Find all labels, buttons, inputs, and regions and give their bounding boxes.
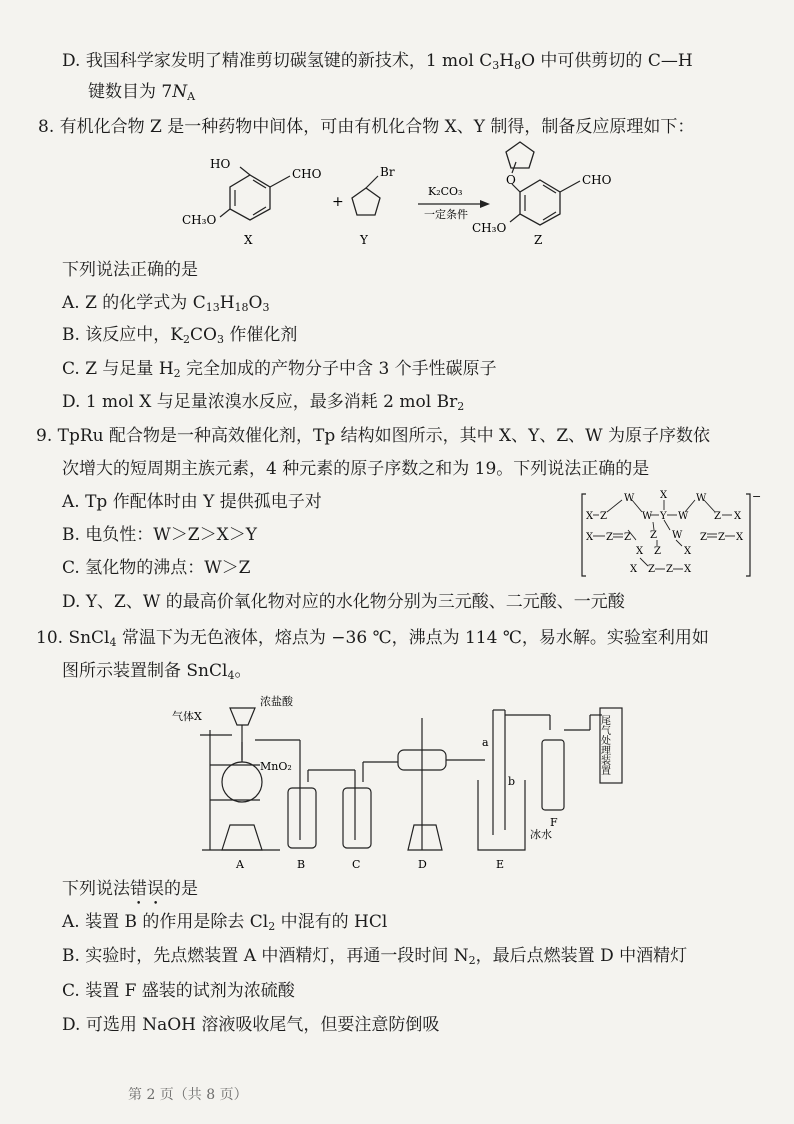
q10-option-a: A. 装置 B 的作用是除去 $Cl_2$ 中混有的 HCl — [62, 912, 388, 933]
svg-text:Z: Z — [648, 564, 655, 575]
svg-text:Z: Z — [650, 530, 657, 541]
label-E: E — [496, 858, 505, 871]
label-b: b — [508, 775, 516, 788]
q10-option-d: D. 可选用 NaOH 溶液吸收尾气，但要注意防倒吸 — [62, 1015, 440, 1035]
q8-option-d: D. 1 mol X 与足量浓溴水反应，最多消耗 2 mol $Br_2$ — [62, 392, 465, 413]
q9-option-d: D. Y、Z、W 的最高价氧化物对应的水化物分别为三元酸、二元酸、一元酸 — [62, 592, 625, 612]
svg-text:Y: Y — [660, 511, 667, 522]
plus-sign: + — [332, 194, 344, 210]
svg-text:Z: Z — [624, 532, 631, 543]
svg-text:Z: Z — [718, 532, 725, 543]
label-conc-hcl: 浓盐酸 — [260, 695, 293, 708]
svg-text:X: X — [586, 511, 594, 522]
q10-option-c: C. 装置 F 盛装的试剂为浓硫酸 — [62, 981, 295, 1001]
x-cho: CHO — [292, 167, 322, 181]
q8-stem: 8. 有机化合物 Z 是一种药物中间体，可由有机化合物 X、Y 制得，制备反应原理如下： — [38, 117, 695, 137]
label-z: Z — [534, 233, 543, 247]
label-y: Y — [360, 233, 368, 247]
q10-stem-2: 图所示装置制备 SnCl$_4$。 — [62, 661, 252, 682]
label-gas-x: 气体X — [172, 710, 202, 723]
q9-stem-2: 次增大的短周期主族元素，4 种元素的原子序数之和为 19。下列说法正确的是 — [62, 459, 650, 479]
svg-text:Z: Z — [600, 511, 607, 522]
label-a: a — [482, 736, 489, 749]
svg-text:Z: Z — [714, 511, 721, 522]
z-och3: CH₃O — [472, 221, 507, 235]
svg-text:X: X — [736, 532, 744, 543]
svg-text:X: X — [734, 511, 742, 522]
reagent-k2co3: K₂CO₃ — [428, 185, 463, 198]
svg-text:W: W — [624, 493, 635, 504]
svg-text:X: X — [586, 532, 594, 543]
q10-apparatus-diagram — [160, 690, 630, 875]
q9-option-c: C. 氢化物的沸点：W＞Z — [62, 558, 251, 578]
x-ho: HO — [210, 157, 231, 171]
tp-structure — [578, 488, 760, 580]
page-footer: 第 2 页（共 8 页） — [128, 1087, 248, 1103]
svg-text:Z: Z — [666, 564, 673, 575]
reaction-condition: 一定条件 — [424, 208, 468, 221]
q10-ask: 下列说法错误的是 — [62, 879, 198, 899]
q9-option-a: A. Tp 作配体时由 Y 提供孤电子对 — [62, 492, 322, 512]
q8-option-c: C. Z 与足量 $H_2$ 完全加成的产物分子中含 3 个手性碳原子 — [62, 359, 497, 380]
q8-reaction-scheme — [180, 140, 650, 250]
label-tail-gas: 尾气处理装置 — [598, 715, 610, 775]
q8-option-b: B. 该反应中，$K_2CO_3$ 作催化剂 — [62, 325, 298, 346]
label-F: F — [550, 816, 558, 829]
svg-text:X: X — [684, 546, 692, 557]
svg-text:W: W — [672, 530, 683, 541]
svg-text:Z: Z — [700, 532, 707, 543]
q9-stem-1: 9. TpRu 配合物是一种高效催化剂，Tp 结构如图所示，其中 X、Y、Z、W 为原子序数依 — [36, 426, 711, 446]
tp-charge: − — [752, 490, 762, 503]
z-o: O — [506, 173, 516, 187]
q10-option-b: B. 实验时，先点燃装置 A 中酒精灯，再通一段时间 $N_2$，最后点燃装置 D 中酒精灯 — [62, 946, 688, 967]
q10-stem-1: 10. SnCl$_4$ 常温下为无色液体，熔点为 −36 ℃，沸点为 114 ℃，易水解。实验室利用如 — [36, 628, 709, 649]
q7-option-d-cont: 键数目为 $7N_A$ — [88, 82, 196, 103]
label-ice-water: 冰水 — [530, 828, 552, 841]
label-D: D — [418, 858, 427, 871]
label-B: B — [297, 858, 306, 871]
svg-text:Z: Z — [606, 532, 613, 543]
q8-ask: 下列说法正确的是 — [62, 260, 198, 280]
svg-text:X: X — [684, 564, 692, 575]
q7-option-d: D. 我国科学家发明了精准剪切碳氢键的新技术，1 mol $C_3H_8O$ 中可供剪切的 C—H — [62, 51, 693, 72]
z-cho: CHO — [582, 173, 612, 187]
label-x: X — [244, 233, 253, 247]
svg-text:Z: Z — [654, 546, 661, 557]
q8-option-a: A. Z 的化学式为 $C_{13}H_{18}O_3$ — [62, 293, 270, 314]
x-och3: CH₃O — [182, 213, 217, 227]
label-mno2: MnO₂ — [260, 760, 292, 773]
svg-text:X: X — [630, 564, 638, 575]
svg-text:W: W — [678, 511, 689, 522]
svg-text:X: X — [636, 546, 644, 557]
svg-text:W: W — [642, 511, 653, 522]
y-br: Br — [380, 165, 395, 179]
label-A: A — [236, 858, 244, 871]
svg-text:W: W — [696, 493, 707, 504]
q9-option-b: B. 电负性：W＞Z＞X＞Y — [62, 525, 257, 545]
label-C: C — [352, 858, 361, 871]
svg-text:X: X — [660, 490, 668, 501]
